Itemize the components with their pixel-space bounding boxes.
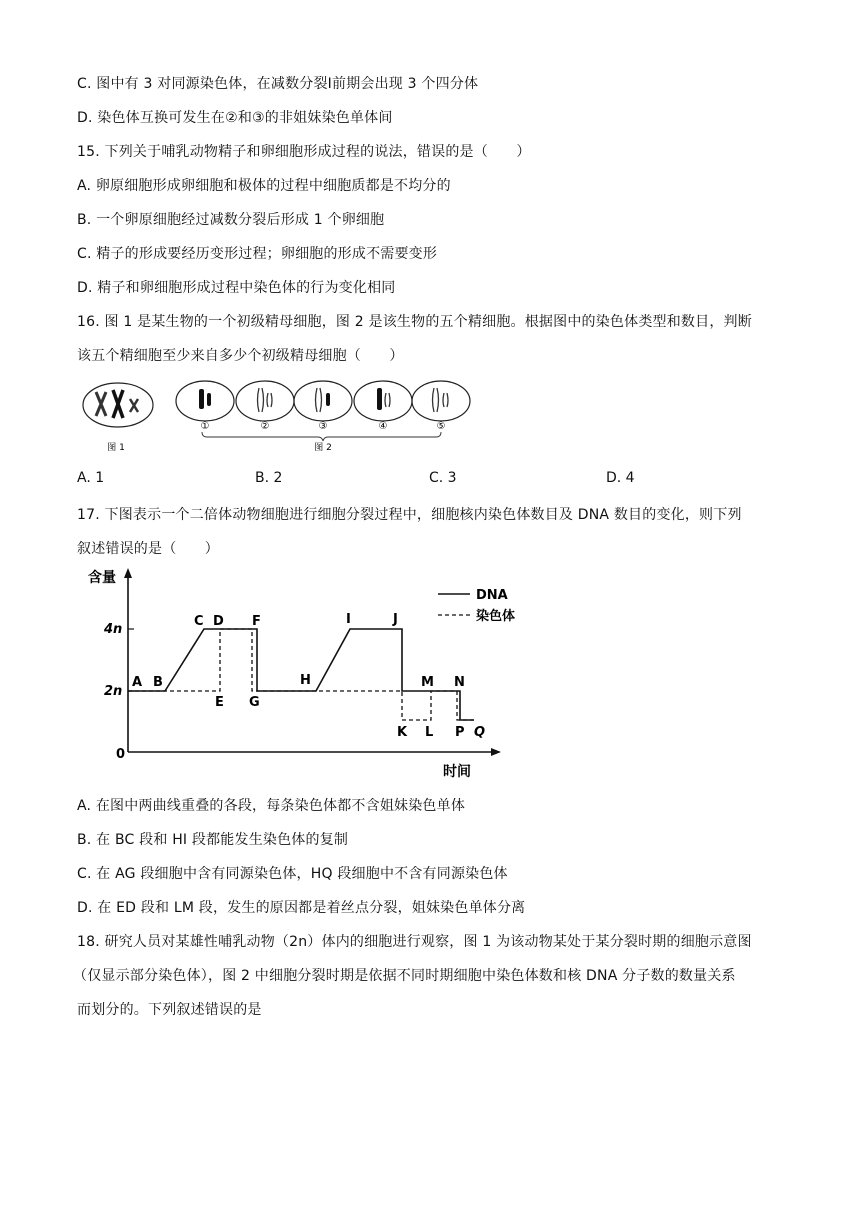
cell-number-5: ⑤ [436, 421, 446, 432]
q18-stem-line2: （仅显示部分染色体），图 2 中细胞分裂时期是依据不同时期细胞中染色体数和核 DNA 分子数的数量关系 [73, 968, 736, 984]
q17-option-c: C. 在 AG 段细胞中含有同源染色体，HQ 段细胞中不含有同源染色体 [77, 866, 508, 882]
label-B: B [153, 675, 163, 690]
fig1-cell [83, 383, 153, 427]
q15-option-d: D. 精子和卵细胞形成过程中染色体的行为变化相同 [77, 280, 396, 296]
fig1-caption: 图 1 [107, 443, 125, 453]
label-P: P [455, 725, 465, 740]
label-G: G [249, 695, 260, 710]
q17-option-d: D. 在 ED 段和 LM 段，发生的原因都是着丝点分裂，姐妹染色单体分离 [77, 900, 526, 916]
legend-dna-label: DNA [476, 588, 508, 603]
q16-stem-line2: 该五个精细胞至少来自多少个初级精母细胞（ ） [77, 348, 404, 364]
cell-number-2: ② [260, 421, 270, 432]
fig2-caption: 图 2 [314, 443, 332, 453]
q16-stem-line1: 16. 图 1 是某生物的一个初级精母细胞，图 2 是该生物的五个精细胞。根据图中的染色体类型和数目，判断 [77, 314, 752, 330]
y-tick-0: 0 [116, 747, 126, 762]
cell-number-4: ④ [378, 421, 388, 432]
label-E: E [215, 695, 224, 710]
label-M: M [421, 675, 434, 690]
label-D: D [213, 614, 224, 629]
q17-option-a: A. 在图中两曲线重叠的各段，每条染色体都不含姐妹染色单体 [77, 798, 466, 814]
fig2-cell-3 [294, 381, 352, 421]
label-F: F [252, 614, 261, 629]
y-axis-arrow [124, 568, 132, 578]
q18-stem-line1: 18. 研究人员对某雄性哺乳动物（2n）体内的细胞进行观察，图 1 为该动物某处于某分裂时期的细胞示意图 [77, 934, 752, 950]
q15-option-b: B. 一个卵原细胞经过减数分裂后形成 1 个卵细胞 [77, 212, 385, 228]
q17-stem-line2: 叙述错误的是（ ） [77, 541, 219, 557]
y-tick-4n: 4n [104, 622, 123, 637]
label-I: I [346, 612, 351, 627]
label-A: A [132, 675, 143, 690]
cell-number-1: ① [200, 421, 210, 432]
fig2-cell-5 [412, 381, 470, 421]
fig2-brace [202, 432, 441, 441]
q14-option-d: D. 染色体互换可发生在②和③的非姐妹染色单体间 [77, 110, 393, 126]
q18-stem-line3: 而划分的。下列叙述错误的是 [77, 1002, 262, 1018]
q15-option-c: C. 精子的形成要经历变形过程；卵细胞的形成不需要变形 [77, 246, 438, 262]
label-K: K [397, 725, 408, 740]
legend-chrom-label: 染色体 [476, 609, 516, 624]
y-tick-2n: 2n [104, 684, 123, 699]
y-axis-title: 含量 [88, 570, 116, 586]
fig2-cell-2 [236, 381, 294, 421]
q17-graph [80, 562, 540, 787]
fig2-cell-4 [354, 381, 412, 421]
q16-option-a: A. 1 [77, 470, 105, 486]
q17-option-b: B. 在 BC 段和 HI 段都能发生染色体的复制 [77, 832, 349, 848]
q17-stem-line1: 17. 下图表示一个二倍体动物细胞进行细胞分裂过程中，细胞核内染色体数目及 DNA 数目的变化，则下列 [77, 507, 742, 523]
q16-figure [78, 376, 478, 456]
label-J: J [393, 612, 398, 627]
x-axis-title: 时间 [443, 764, 471, 780]
label-Q: Q [474, 725, 486, 740]
fig2-cell-1 [176, 381, 234, 421]
q14-option-c: C. 图中有 3 对同源染色体，在减数分裂Ⅰ前期会出现 3 个四分体 [77, 76, 479, 92]
q16-option-d: D. 4 [606, 470, 635, 486]
label-H: H [300, 673, 311, 688]
label-L: L [425, 725, 434, 740]
label-N: N [454, 675, 465, 690]
q16-option-c: C. 3 [429, 470, 457, 486]
cell-number-3: ③ [318, 421, 328, 432]
q15-stem: 15. 下列关于哺乳动物精子和卵细胞形成过程的说法，错误的是（ ） [77, 144, 531, 160]
q15-option-a: A. 卵原细胞形成卵细胞和极体的过程中细胞质都是不均分的 [77, 178, 451, 194]
x-axis-arrow [491, 748, 501, 756]
q16-option-b: B. 2 [255, 470, 283, 486]
label-C: C [194, 614, 204, 629]
